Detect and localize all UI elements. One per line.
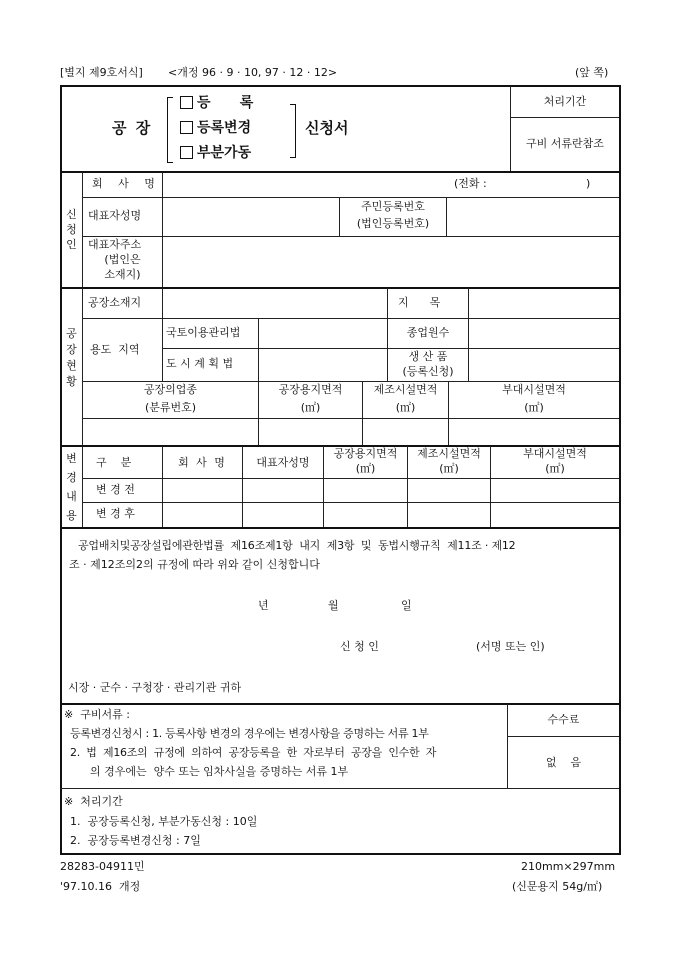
footer-code: 28283-04911민 xyxy=(60,860,145,873)
revision-note: <개정 96 · 9 · 10, 97 · 12 · 12> xyxy=(168,66,338,79)
product-note: (등록신청) xyxy=(402,365,454,378)
addressee: 시장 · 군수 · 구청장 · 관리기관 귀하 xyxy=(68,681,242,694)
use-zone-label: 용도 지역 xyxy=(90,343,140,356)
change-site-area-unit: (㎡) xyxy=(355,462,376,475)
change-rep-label: 대표자성명 xyxy=(256,456,310,469)
phone-label: (전화 : xyxy=(454,177,487,190)
mfg-area-label: 제조시설면적 xyxy=(373,383,438,396)
documents-title: ※ 구비서류 : xyxy=(64,708,130,721)
aux-area-unit: (㎡) xyxy=(524,401,544,414)
change-company-label: 회 사 명 xyxy=(178,456,227,469)
option-change[interactable] xyxy=(180,119,251,137)
footer-size: 210mm×297mm xyxy=(521,860,616,873)
declaration-line2: 조 · 제12조의2의 규정에 따라 위와 같이 신청합니다 xyxy=(69,558,320,571)
business-type-note: (분류번호) xyxy=(144,401,197,414)
land-mgmt-law: 국토이용관리법 xyxy=(166,326,241,339)
mfg-area-unit: (㎡) xyxy=(395,401,416,414)
fee-label: 수수료 xyxy=(547,713,580,726)
period-title: ※ 처리기간 xyxy=(64,795,123,808)
city-plan-law: 도 시 계 획 법 xyxy=(166,357,234,370)
business-type-label: 공장의업종 xyxy=(143,383,198,396)
footer-paper: (신문용지 54g/㎡) xyxy=(512,880,603,893)
declaration-line1: 공업배치및공장설립에관한법률 제16조제1항 내지 제3항 및 동법시행규칙 제11조 · 제12 xyxy=(78,539,516,552)
signature-note: (서명 또는 인) xyxy=(476,640,545,653)
land-category-label: 지 목 xyxy=(398,296,441,309)
change-group-label: 변경내용 xyxy=(66,452,77,522)
factory-group-label: 공장현황 xyxy=(66,327,77,388)
corp-no-label: (법인등록번호) xyxy=(356,217,430,230)
right-bracket xyxy=(290,104,296,158)
applicant-group-label: 신청인 xyxy=(66,208,77,251)
resident-no-label: 주민등록번호 xyxy=(361,200,425,213)
fee-value: 없 음 xyxy=(545,756,582,769)
date-month: 월 xyxy=(328,599,339,612)
after-label: 변 경 후 xyxy=(96,507,135,520)
processing-label: 처리기간 xyxy=(543,95,587,108)
left-bracket xyxy=(167,97,173,163)
checkbox-icon xyxy=(180,96,193,109)
rep-addr-label: 대표자주소 xyxy=(88,238,142,251)
option-registration-label: 등 록 xyxy=(197,95,254,111)
rep-addr-note2: 소재지) xyxy=(104,268,141,281)
change-site-area-label: 공장용지면적 xyxy=(333,447,398,460)
documents-item1: 등록변경신청시 : 1. 등록사항 변경의 경우에는 변경사항을 증명하는 서류 1부 xyxy=(70,727,429,740)
before-label: 변 경 전 xyxy=(96,483,135,496)
change-aux-area-unit: (㎡) xyxy=(545,462,565,475)
rep-name-label: 대표자성명 xyxy=(88,209,142,222)
date-year: 년 xyxy=(258,599,269,612)
period-item2: 2. 공장등록변경신청 : 7일 xyxy=(70,834,201,847)
date-day: 일 xyxy=(401,599,412,612)
employees-label: 종업원수 xyxy=(406,326,450,339)
documents-item2b: 의 경우에는 양수 또는 임차사실을 증명하는 서류 1부 xyxy=(90,765,349,778)
processing-value: 구비 서류란참조 xyxy=(526,137,604,150)
change-mfg-area-unit: (㎡) xyxy=(439,462,459,475)
location-label: 공장소재지 xyxy=(88,296,142,309)
checkbox-icon xyxy=(180,121,193,134)
checkbox-icon xyxy=(180,146,193,159)
option-registration[interactable] xyxy=(180,94,253,112)
aux-area-label: 부대시설면적 xyxy=(502,383,566,396)
change-mfg-area-label: 제조시설면적 xyxy=(417,447,481,460)
title-suffix: 신청서 xyxy=(305,119,349,137)
division-label: 구 분 xyxy=(96,456,132,469)
option-partial[interactable] xyxy=(180,144,251,162)
footer-date: '97.10.16 개정 xyxy=(60,880,141,893)
site-area-unit: (㎡) xyxy=(300,401,321,414)
option-change-label: 등록변경 xyxy=(197,120,252,136)
documents-item2a: 2. 법 제16조의 규정에 의하여 공장등록을 한 자로부터 공장을 인수한 자 xyxy=(70,746,437,759)
site-area-label: 공장용지면적 xyxy=(278,383,343,396)
page-side: (앞 쪽) xyxy=(575,66,609,79)
product-label: 생 산 품 xyxy=(408,350,448,363)
company-label: 회 사 명 xyxy=(92,177,161,190)
rep-addr-note1: (법인은 xyxy=(104,253,141,266)
phone-close: ) xyxy=(586,177,591,190)
option-partial-label: 부분가동 xyxy=(197,145,252,161)
form-number: [별지 제9호서식] xyxy=(60,66,143,79)
title-prefix: 공 장 xyxy=(112,119,153,137)
change-aux-area-label: 부대시설면적 xyxy=(523,447,587,460)
applicant-sign-label: 신 청 인 xyxy=(340,640,379,653)
period-item1: 1. 공장등록신청, 부분가동신청 : 10일 xyxy=(70,815,258,828)
